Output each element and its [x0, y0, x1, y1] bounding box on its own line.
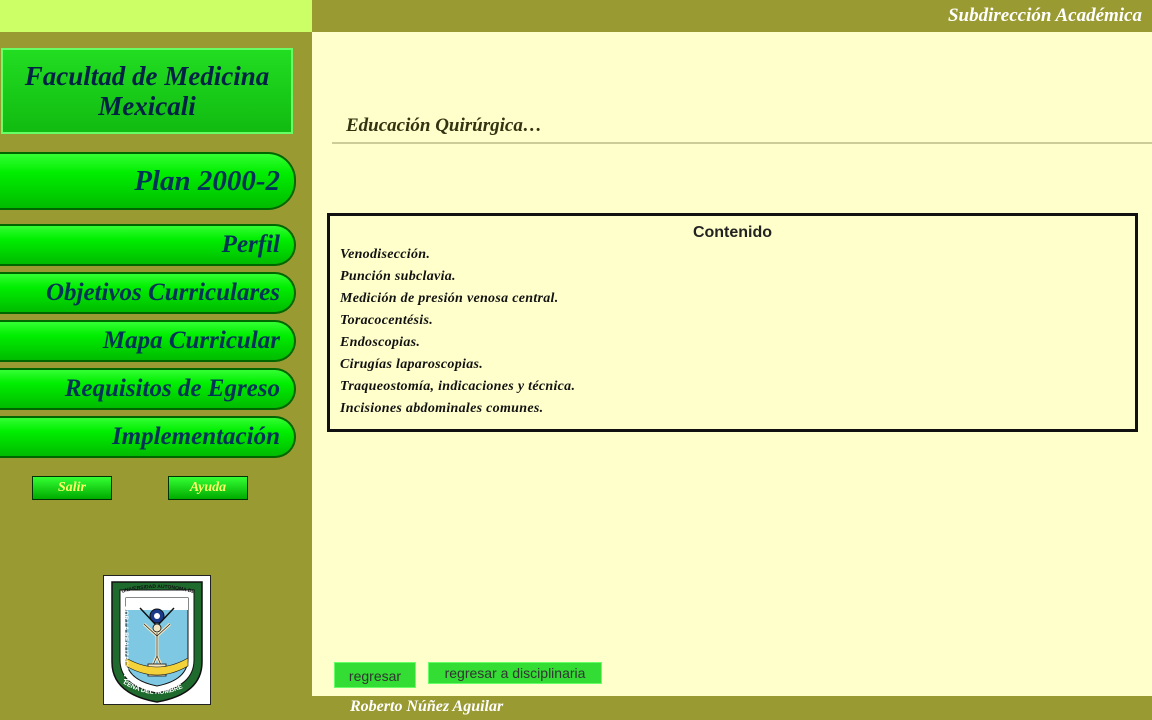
faculty-line-2: Mexicali: [98, 91, 196, 121]
uabc-shield-icon: [104, 576, 210, 704]
content-list: [330, 244, 1135, 420]
svg-text:POR LA REALIZACION PLENA DEL H: POR LA REALIZACION PLENA DEL HOMBRE: [122, 606, 184, 697]
uabc-logo: [103, 575, 211, 705]
regresar-button[interactable]: regresar: [334, 662, 416, 688]
nav-requisitos-de-egreso[interactable]: Requisitos de Egreso: [0, 368, 296, 410]
nav-objetivos-curriculares[interactable]: Objetivos Curriculares: [0, 272, 296, 314]
footer-author: Roberto Núñez Aguilar: [350, 698, 504, 715]
svg-text:UNIVERSIDAD AUTONOMA DE BAJA C: UNIVERSIDAD AUTONOMA DE: [120, 583, 196, 596]
top-bar-accent: [0, 0, 312, 32]
content-heading: Contenido: [692, 224, 773, 241]
faculty-title: [1, 48, 293, 134]
content-item: Cirugías laparoscopias.: [340, 357, 484, 372]
content-item: Toracocentésis.: [340, 313, 434, 328]
content-item: Punción subclavia.: [340, 269, 456, 284]
section-divider: [332, 142, 1152, 144]
faculty-line-1: Facultad de Medicina: [24, 61, 270, 91]
content-item: Venodisección.: [340, 247, 431, 262]
regresar-disciplinaria-button[interactable]: regresar a disciplinaria: [428, 662, 602, 684]
content-item: Endoscopias.: [340, 335, 421, 350]
nav-implementacion[interactable]: Implementación: [0, 416, 296, 458]
content-panel: [327, 213, 1138, 432]
section-title: Educación Quirúrgica…: [346, 115, 542, 136]
nav-plan-2000-2[interactable]: Plan 2000-2: [0, 152, 296, 210]
header-title: Subdirección Académica: [947, 5, 1142, 26]
content-item: Traqueostomía, indicaciones y técnica.: [340, 379, 576, 394]
nav-perfil[interactable]: Perfil: [0, 224, 296, 266]
nav-mapa-curricular[interactable]: Mapa Curricular: [0, 320, 296, 362]
ayuda-button[interactable]: Ayuda: [168, 476, 248, 500]
content-item: Medición de presión venosa central.: [340, 291, 559, 306]
salir-button[interactable]: Salir: [32, 476, 112, 500]
content-item: Incisiones abdominales comunes.: [340, 401, 544, 416]
